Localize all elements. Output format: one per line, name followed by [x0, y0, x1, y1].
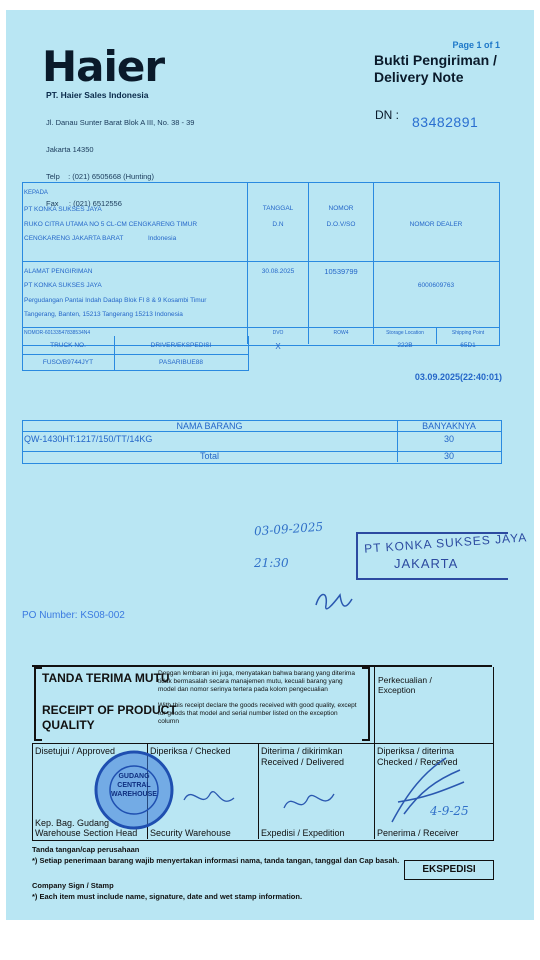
nomor-header: NOMOR: [328, 205, 354, 212]
signature-mark: [310, 585, 360, 625]
approved-label: Disetujui / Approved: [35, 746, 116, 756]
dvo-header: DVO: [272, 330, 284, 336]
security-signature: [180, 780, 240, 820]
truck-value: FUSO/B9744JYT: [42, 359, 94, 366]
divider: [22, 431, 501, 432]
checked-label: Diperiksa / Checked: [150, 746, 231, 756]
address-line: Telp : (021) 6505668 (Hunting): [46, 172, 154, 181]
items-col-qty: BANYAKNYA: [422, 421, 476, 431]
alamat-address-1: Pergudangan Pantai Indah Dadap Blok FI 8 & 9 Kosambi Timur: [24, 297, 207, 304]
receipt-heading-en-1: RECEIPT OF PRODUCT: [42, 703, 177, 717]
kepada-country: Indonesia: [148, 235, 177, 242]
stamp-round-line-3: WAREHOUSE: [111, 791, 157, 798]
items-col-name: NAMA BARANG: [176, 421, 243, 431]
receipt-heading-id: TANDA TERIMA MUTU: [42, 671, 170, 685]
address-line: Jl. Danau Sunter Barat Blok A III, No. 38 - 39: [46, 118, 195, 127]
receiver-check-label-2: Checked / Received: [377, 757, 458, 767]
address-line: Fax : (021) 6512556: [46, 199, 122, 208]
receipt-heading-en-2: QUALITY: [42, 718, 95, 732]
tanggal-subheader: D.N: [272, 221, 284, 228]
page-indicator: Page 1 of 1: [452, 40, 500, 50]
ekspedisi-box: EKSPEDISI: [404, 860, 494, 880]
print-timestamp: 03.09.2025(22:40:01): [414, 372, 502, 382]
divider: [373, 182, 374, 344]
stamp-line-1: PT KONKA SUKSES JAYA: [363, 530, 528, 556]
divider: [258, 743, 259, 839]
shipping-value: 65D1: [460, 342, 476, 349]
dvo-value: X: [275, 342, 281, 351]
bracket-left: [34, 667, 42, 741]
stamp-line-2: JAKARTA: [394, 556, 459, 571]
received-label-2: Received / Delivered: [261, 757, 345, 767]
exception-label-2: Exception: [378, 685, 416, 695]
stamp-round-line-1: GUDANG: [118, 773, 150, 780]
divider: [22, 261, 499, 262]
truck-header: TRUCK NO.: [50, 342, 86, 349]
receiver-label: Penerima / Receiver: [377, 828, 459, 838]
received-label: [261, 746, 344, 768]
warehouse-stamp-text: [100, 772, 168, 799]
alamat-name: PT KONKA SUKSES JAYA: [24, 282, 102, 289]
security-label: Security Warehouse: [150, 828, 231, 838]
expedition-label: Expedisi / Expedition: [261, 828, 345, 838]
total-label: Total: [199, 451, 219, 461]
nomor-value: 10539799: [324, 267, 358, 276]
title-line-2: Delivery Note: [374, 69, 464, 85]
kepada-name: PT KONKA SUKSES JAYA: [24, 206, 102, 213]
shipping-header: Shipping Point: [451, 330, 485, 336]
warehouse-head-label-2: Warehouse Section Head: [35, 828, 138, 838]
nomor-subheader: D.O.V/SO: [326, 221, 356, 228]
address-line: Jakarta 14350: [46, 145, 94, 154]
divider: [374, 743, 375, 839]
receiver-signature: [384, 752, 474, 832]
tanggal-value: 30.08.2025: [261, 268, 295, 275]
item-name: QW-1430HT:1217/150/TT/14KG: [24, 434, 153, 444]
divider: [22, 354, 248, 355]
received-label-1: Diterima / dikirimkan: [261, 746, 343, 756]
po-number: PO Number: KS08-002: [22, 610, 125, 621]
dn-number: 83482891: [412, 114, 479, 130]
stamp-round-line-2: CENTRAL: [117, 782, 151, 789]
receipt-text-en: With this receipt declare the goods received with good quality, except for goods that model and serial number listed on the exception column: [158, 702, 357, 725]
stamp-note-text: *) Setiap penerimaan barang wajib menyertakan informasi nama, tanda tangan, tanggal dan Cap basah.: [32, 856, 400, 865]
expedition-signature: [280, 782, 340, 822]
receipt-heading-en: [42, 703, 177, 733]
receipt-text-id: Dengan lembaran ini juga, menyatakan bahwa barang yang diterima tidak bermasalah secara manajemen mutu, kecuali barang yang model dan nomor serinya tertera pada kolom pengecualian: [158, 670, 355, 693]
receiver-check-label-1: Diperiksa / diterima: [377, 746, 455, 756]
storage-value: 222B: [397, 342, 413, 349]
warehouse-head-label-1: Kep. Bag. Gudang: [35, 818, 110, 828]
row3-label: NOMOR-60133547838534N4: [24, 330, 91, 336]
stamp-note-title: Tanda tangan/cap perusahaan: [32, 845, 140, 854]
item-qty: 30: [443, 434, 454, 444]
sign-note-text: *) Each item must include name, signature, date and wet stamp information.: [32, 892, 303, 901]
kepada-label: KEPADA: [24, 190, 48, 196]
bracket-right: [362, 667, 370, 741]
total-value: 30: [443, 451, 454, 461]
document-title: [374, 52, 497, 86]
handwritten-date: 03-09-2025: [253, 519, 324, 539]
exception-label-1: Perkecualian /: [378, 675, 432, 685]
storage-header: Storage Location: [386, 330, 424, 336]
kepada-address-2: CENGKARENG JAKARTA BARAT: [24, 235, 124, 242]
sign-note-title: Company Sign / Stamp: [32, 881, 114, 890]
kepada-address-1: RUKO CITRA UTAMA NO 5 CL-CM CENGKARENG TIMUR: [24, 221, 198, 228]
tanggal-header: TANGGAL: [262, 205, 294, 212]
alamat-label: ALAMAT PENGIRIMAN: [24, 268, 93, 275]
dn-label: DN :: [375, 108, 399, 122]
dealer-value: 6000609763: [417, 282, 455, 289]
exception-label: [378, 675, 432, 695]
driver-header: DRIVER/EKSPEDISI: [150, 342, 212, 349]
row4-header: ROW4: [333, 330, 349, 336]
title-line-1: Bukti Pengiriman /: [374, 52, 497, 68]
company-name: PT. Haier Sales Indonesia: [46, 90, 149, 100]
alamat-address-2: Tangerang, Banten, 15213 Tangerang 15213 Indonesia: [24, 311, 183, 318]
handwritten-time: 21:30: [254, 556, 289, 570]
dealer-header: NOMOR DEALER: [409, 221, 463, 228]
haier-logo: Haier: [42, 42, 165, 91]
driver-value: PASARIBUE88: [159, 359, 203, 366]
receiver-date: 4-9-25: [430, 804, 469, 818]
divider: [22, 327, 499, 328]
